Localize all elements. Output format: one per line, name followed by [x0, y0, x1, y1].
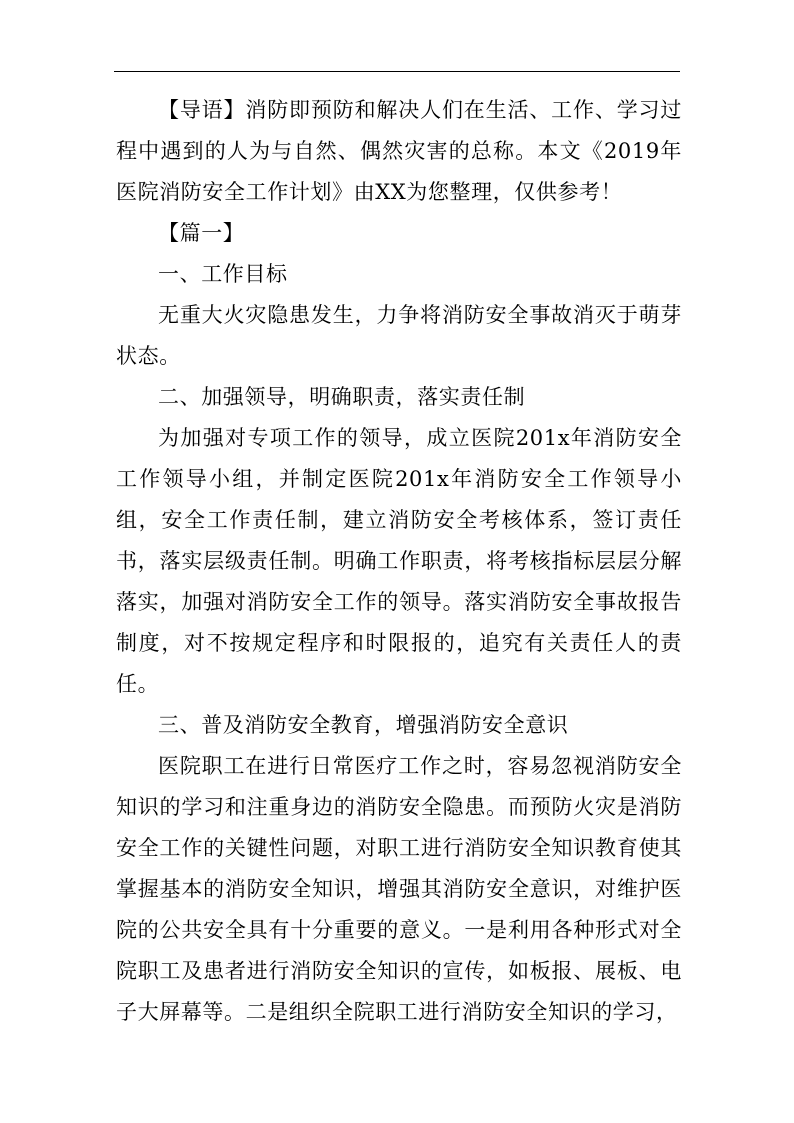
paragraph-work-goals: 无重大火灾隐患发生，力争将消防安全事故消灭于萌芽状态。	[116, 303, 682, 368]
heading-leadership: 二、加强领导，明确职责，落实责任制	[158, 385, 526, 409]
heading-work-goals: 一、工作目标	[158, 262, 288, 286]
paragraph-safety-education: 医院职工在进行日常医疗工作之时，容易忽视消防安全知识的学习和注重身边的消防安全隐患。而预防火灾是消防安全工作的关键性问题，对职工进行消防安全知识教育使其掌握基本的消防安全知识，增强其消防安全意识，对维护医院的公共安全具有十分重要的意义。一是利用各种形式对全院职工及患者进行消防安全知识的宣传，如板报、展板、电子大屏幕等。二是组织全院职工进行消防安全知识的学习，	[116, 754, 682, 1024]
document-body	[116, 90, 682, 1033]
heading-safety-education: 三、普及消防安全教育，增强消防安全意识	[158, 713, 569, 737]
header-rule	[114, 71, 680, 72]
section-heading-part-one: 【篇一】	[158, 221, 245, 245]
intro-paragraph: 【导语】消防即预防和解决人们在生活、工作、学习过程中遇到的人为与自然、偶然灾害的总称。本文《2019年医院消防安全工作计划》由XX为您整理，仅供参考！	[116, 98, 682, 204]
paragraph-leadership: 为加强对专项工作的领导，成立医院201x年消防安全工作领导小组，并制定医院201x年消防安全工作领导小组，安全工作责任制，建立消防安全考核体系，签订责任书，落实层级责任制。明确工作职责，将考核指标层层分解落实，加强对消防安全工作的领导。落实消防安全事故报告制度，对不按规定程序和时限报的，追究有关责任人的责任。	[116, 426, 682, 696]
